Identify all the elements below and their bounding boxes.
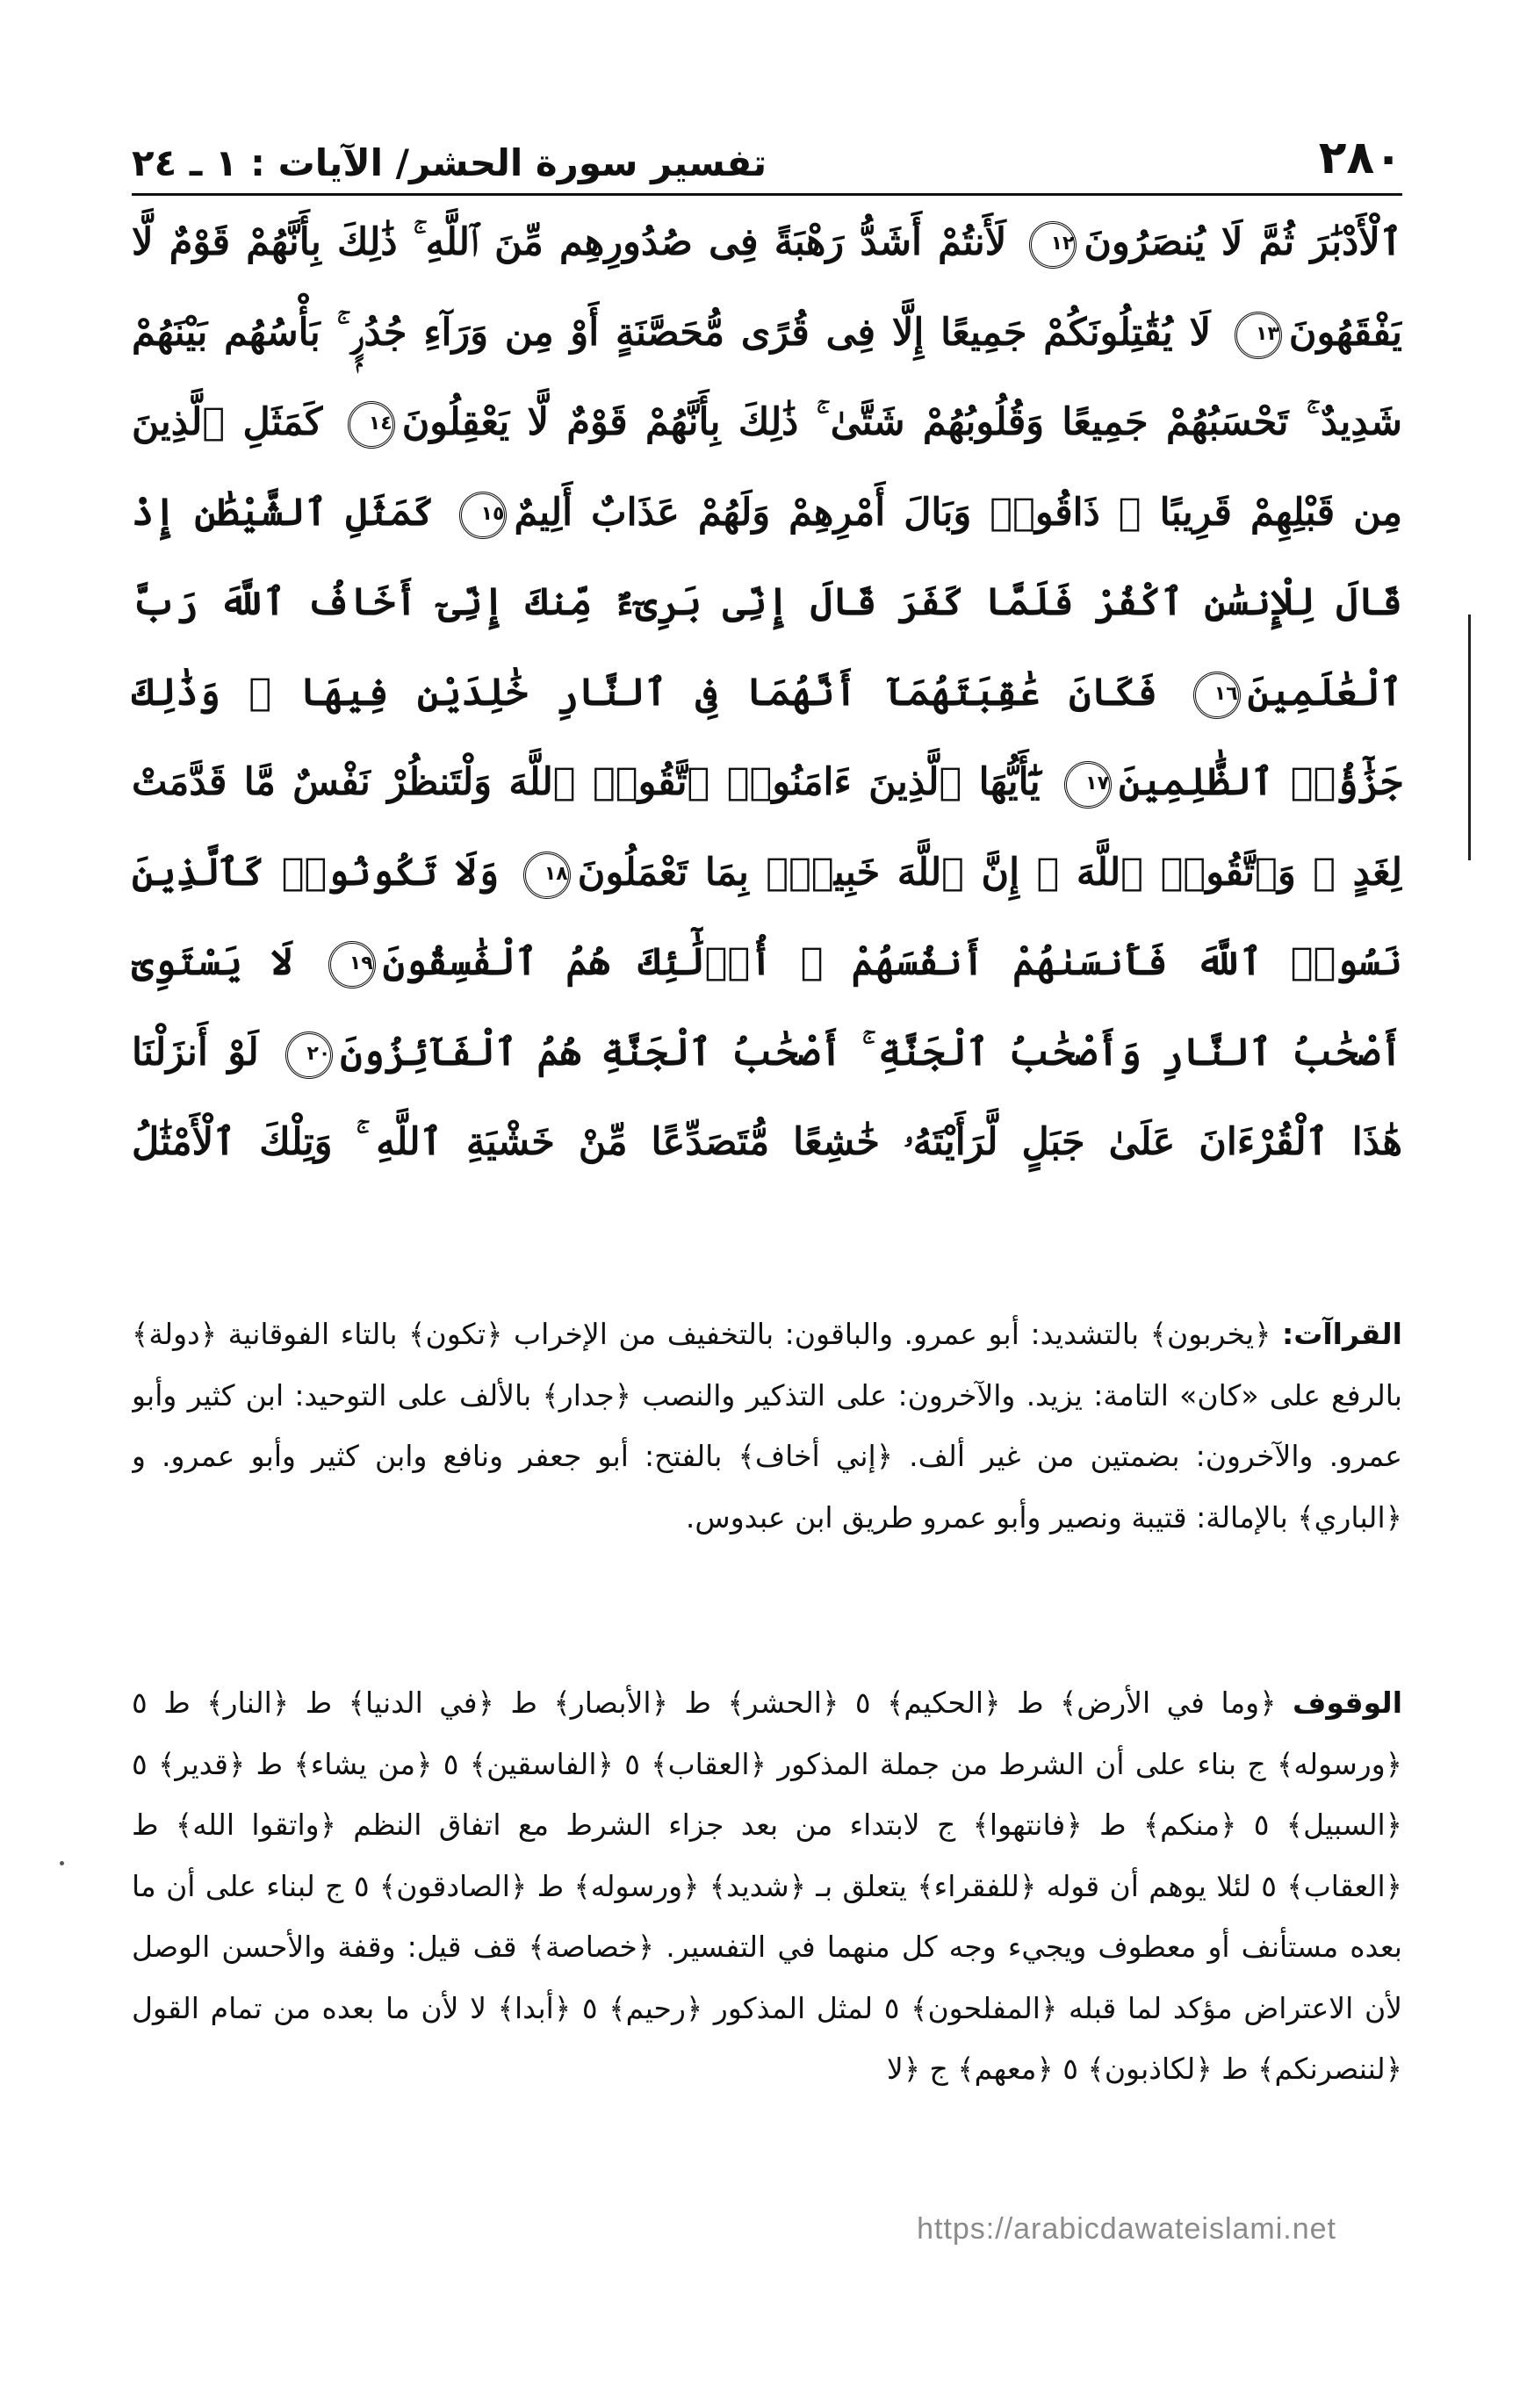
readings-text: ﴿يخربون﴾ بالتشديد: أبو عمرو. والباقون: بالتخفيف من الإخراب ﴿تكون﴾ بالتاء الفوقانية ﴿دولة﴾ بالرفع على «كان» التامة: يزيد. والآخرون: على التذكير والنصب ﴿جدار﴾ بالألف على التوحيد: ابن كثير وأبو عمرو. والآخرون: بضمتين من غير ألف. ﴿إني أخاف﴾ بالفتح: أبو جعفر ونافع وابن كثير وأبو عمرو. و ﴿الباري﴾ بالإمالة: قتيبة ونصير وأبو عمرو طريق ابن عبدوس. (132, 1317, 1402, 1535)
verse-text: لَا يُقَٰتِلُونَكُمْ جَمِيعًا إِلَّا فِى قُرًى مُّحَصَّنَةٍ أَوْ مِن وَرَآءِ جُدُرٍۭ ۚ بَأْسُهُم بَيْنَهُمْ شَدِيدٌ ۚ تَحْسَبُهُمْ جَمِيعًا وَقُلُوبُهُمْ شَتَّىٰ ۚ ذَٰلِكَ بِأَنَّهُمْ قَوْمٌ لَّا يَعْقِلُونَ (132, 310, 1402, 444)
verse-text: يَٰٓأَيُّهَا ٱلَّذِينَ ءَامَنُوا۟ ٱتَّقُوا۟ ٱللَّهَ وَلْتَنظُرْ نَفْسٌ مَّا قَدَّمَتْ لِغَدٍ ۖ وَٱتَّقُوا۟ ٱللَّهَ ۚ إِنَّ ٱللَّهَ خَبِيرٌۢ بِمَا تَعْمَلُونَ (132, 760, 1402, 895)
website-watermark: https://arabicdawateislami.net (917, 2212, 1336, 2246)
page-header (132, 114, 1402, 196)
verse-text: ٱلْأَدْبَٰرَ ثُمَّ لَا يُنصَرُونَ (1084, 220, 1402, 264)
verse-number-marker: ٢٠ (285, 1031, 333, 1079)
readings-label: القراآت: (1282, 1317, 1402, 1351)
running-title: تفسير سورة الحشر/ الآيات : ١ ـ ٢٤ (132, 141, 767, 184)
verse-text: فَكَانَ عَٰقِبَتَهُمَآ أَنَّهُمَا فِى ٱلنَّارِ خَٰلِدَيْنِ فِيهَا ۚ وَذَٰلِكَ جَزَٰٓؤُا۟ ٱلظَّٰلِمِينَ (132, 670, 1402, 804)
verse-14 (132, 311, 1402, 445)
waqf-label: الوقوف (1292, 1686, 1402, 1720)
quran-text-block (132, 198, 1402, 1190)
verse-number-marker: ١٨ (523, 852, 571, 899)
waqf-paragraph (132, 1672, 1402, 2164)
verse-text: لَوْ أَنزَلْنَا هَٰذَا ٱلْقُرْءَانَ عَلَىٰ جَبَلٍ لَّرَأَيْتَهُۥ خَٰشِعًا مُّتَصَدِّعًا مِّنْ خَشْيَةِ ٱللَّهِ ۚ وَتِلْكَ ٱلْأَمْثَٰلُ (132, 1030, 1402, 1164)
verse-text: كَمَثَلِ ٱلَّذِينَ مِن قَبْلِهِمْ قَرِيبًا ۖ ذَاقُوا۟ وَبَالَ أَمْرِهِمْ وَلَهُمْ عَذَابٌ أَلِيمٌ (132, 400, 1402, 535)
verse-number-marker: ١٢ (1029, 221, 1077, 269)
verse-number-marker: ١٧ (1064, 761, 1112, 809)
verse-number-marker: ١٣ (1235, 312, 1282, 359)
scan-speck (60, 1861, 64, 1865)
page-number: ٢٨٠ (1318, 132, 1402, 184)
verse-text: وَلَا تَكُونُوا۟ كَٱلَّذِينَ نَسُوا۟ ٱللَّهَ فَأَنسَىٰهُمْ أَنفُسَهُمْ ۚ أُو۟لَٰٓئِكَ هُمُ ٱلْفَٰسِقُونَ (132, 850, 1402, 984)
verse-number-marker: ١٦ (1193, 672, 1241, 719)
verse-number-marker: ١٤ (348, 401, 395, 449)
verse-text: لَأَنتُمْ أَشَدُّ رَهْبَةً فِى صُدُورِهِم مِّنَ ٱللَّهِ ۚ ذَٰلِكَ بِأَنَّهُمْ قَوْمٌ لَّا يَفْقَهُونَ (132, 220, 1402, 355)
verse-number-marker: ١٩ (328, 941, 376, 988)
verse-text: لَا يَسْتَوِىٓ أَصْحَٰبُ ٱلنَّارِ وَأَصْحَٰبُ ٱلْجَنَّةِ ۚ أَصْحَٰبُ ٱلْجَنَّةِ هُمُ ٱلْفَآئِزُونَ (132, 940, 1402, 1075)
scan-edge-line (1468, 615, 1471, 860)
waqf-text: ﴿وما في الأرض﴾ ط ﴿الحكيم﴾ ٥ ﴿الحشر﴾ ط ﴿الأبصار﴾ ط ﴿في الدنيا﴾ ط ﴿النار﴾ ط ٥ ﴿ورسوله﴾ ج بناء على أن الشرط من جملة المذكور ﴿العقاب﴾ ٥ ﴿الفاسقين﴾ ٥ ﴿من يشاء﴾ ط ﴿قدير﴾ ٥ ﴿السبيل﴾ ٥ ﴿منكم﴾ ط ﴿فانتهوا﴾ ج لابتداء من بعد جزاء الشرط مع اتفاق النظم ﴿واتقوا الله﴾ ط ﴿العقاب﴾ ٥ لئلا يوهم أن قوله ﴿للفقراء﴾ يتعلق بـ ﴿شديد﴾ ﴿ورسوله﴾ ط ﴿الصادقون﴾ ٥ ج لبناء على أن ما بعده مستأنف أو معطوف ويجيء وجه كل منهما في التفسير. ﴿خصاصة﴾ قف قيل: وقفة والأحسن الوصل لأن الاعتراض مؤكد لما قبله ﴿المفلحون﴾ ٥ لمثل المذكور ﴿رحيم﴾ ٥ ﴿أبدا﴾ لا لأن ما بعده من تمام القول ﴿لننصرنكم﴾ ط ﴿لكاذبون﴾ ٥ ﴿معهم﴾ ج ﴿لا (132, 1686, 1402, 2086)
verse-text: كَمَثَلِ ٱلشَّيْطَٰنِ إِذْ قَالَ لِلْإِنسَٰنِ ٱكْفُرْ فَلَمَّا كَفَرَ قَالَ إِنِّى بَرِىٓءٌ مِّنكَ إِنِّىٓ أَخَافُ ٱللَّهَ رَبَّ ٱلْعَٰلَمِينَ (132, 490, 1402, 715)
verse-12 (1022, 220, 1402, 264)
verse-number-marker: ١٥ (459, 492, 507, 539)
readings-paragraph (132, 1304, 1402, 1615)
